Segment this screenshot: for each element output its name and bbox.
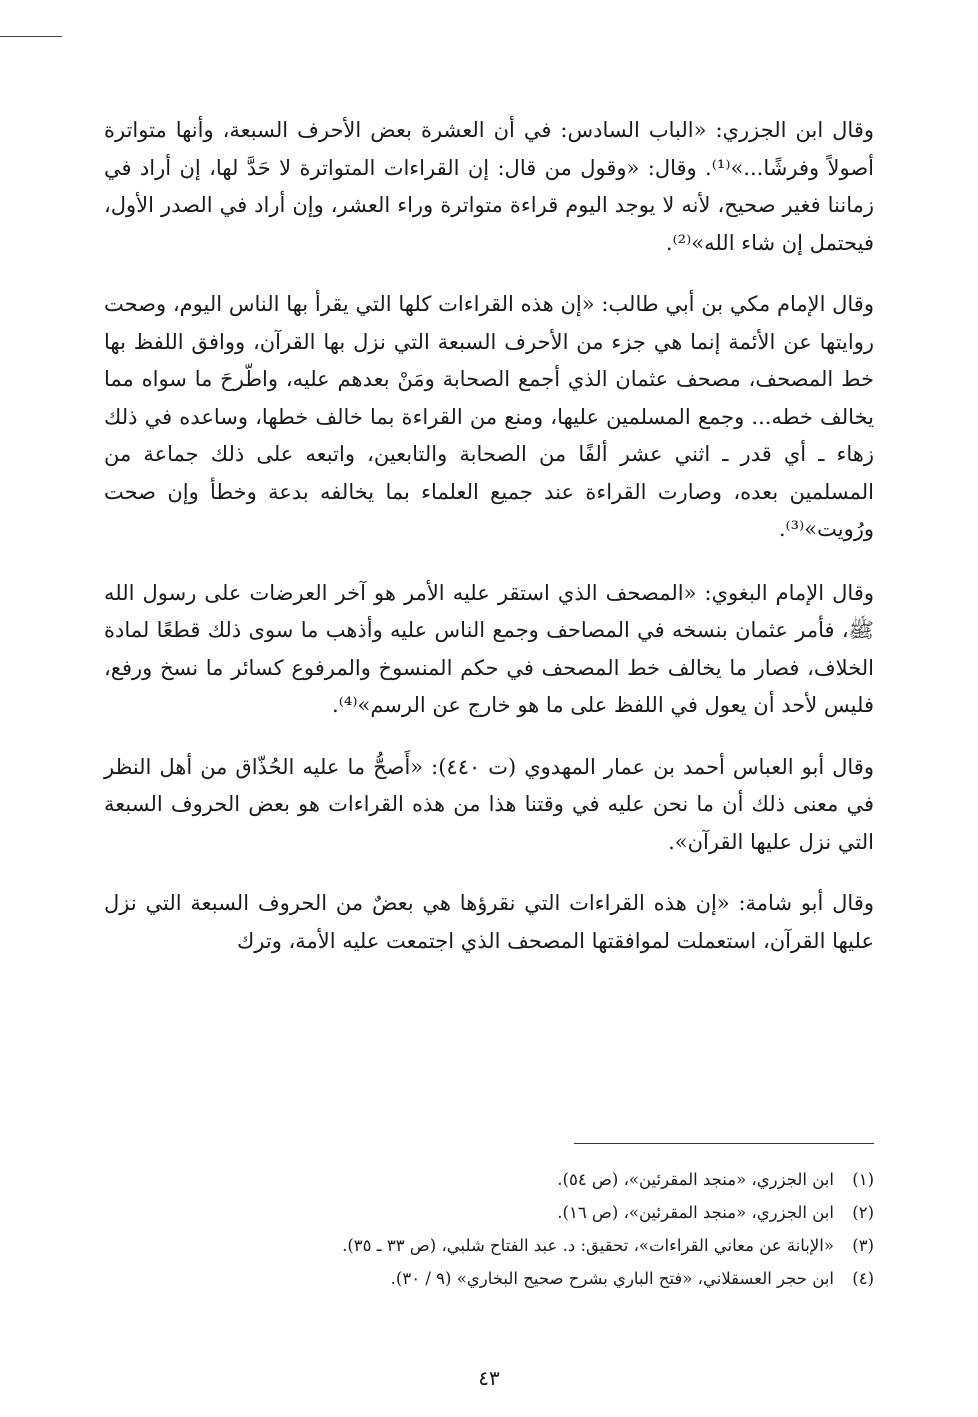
page-corner-line: [0, 36, 62, 37]
footnote-number: (١): [852, 1170, 874, 1189]
footnote-number: (٢): [852, 1203, 874, 1222]
footnotes: [104, 1163, 874, 1295]
main-text: [104, 112, 874, 984]
footnote-number: (٤): [852, 1269, 874, 1288]
page-number: ٤٣: [478, 1366, 500, 1390]
paragraph-ibn-al-jazari: وقال ابن الجزري: «الباب السادس: في أن العشرة بعض الأحرف السبعة، وأنها متواترة أصولاً وفرشًا...»⁽¹⁾. وقال: «وقول من قال: إن القراءات المتواترة لا حَدَّ لها، إن أراد في زماننا فغير صحيح، لأنه لا يوجد اليوم قراءة متواترة وراء العشر، وإن أراد في الصدر الأول، فيحتمل إن شاء الله»⁽²⁾.: [104, 118, 874, 255]
footnote-item: [104, 1196, 874, 1229]
footnote-text: «الإبانة عن معاني القراءات»، تحقيق: د. عبد الفتاح شلبي، (ص ٣٣ ـ ٣٥).: [342, 1236, 834, 1255]
paragraph-al-mahdawi: وقال أبو العباس أحمد بن عمار المهدوي (ت ٤٤٠): «أَصحُّ ما عليه الحُذّاق من أهل النظر في معنى ذلك أن ما نحن عليه في وقتنا هذا من هذه القراءات هو بعض الحروف السبعة التي نزل عليها القرآن».: [104, 754, 874, 854]
footnote-item: [104, 1163, 874, 1196]
footnote-text: ابن حجر العسقلاني، «فتح الباري بشرح صحيح البخاري» (٩ / ٣٠).: [390, 1269, 834, 1288]
footnote-text: ابن الجزري، «منجد المقرئين»، (ص ١٦).: [557, 1203, 834, 1222]
footnote-item: [104, 1262, 874, 1295]
footnote-item: [104, 1229, 874, 1262]
paragraph-al-baghawi: وقال الإمام البغوي: «المصحف الذي استقر عليه الأمر هو آخر العرضات على رسول الله ﷺ، فأمر عثمان بنسخه في المصاحف وجمع الناس عليه وأذهب ما سوى ذلك قطعًا لمادة الخلاف، فصار ما يخالف خط المصحف في حكم المنسوخ والمرفوع كسائر ما نسخ ورفع، فليس لأحد أن يعول في اللفظ على ما هو خارج عن الرسم»⁽⁴⁾.: [104, 580, 874, 717]
paragraph-makki: وقال الإمام مكي بن أبي طالب: «إن هذه القراءات كلها التي يقرأ بها الناس اليوم، وصحت روايتها عن الأئمة إنما هي جزء من الأحرف السبعة التي نزل بها القرآن، ووافق اللفظ بها خط المصحف، مصحف عثمان الذي أجمع الصحابة ومَنْ بعدهم عليه، واطّرحَ ما سواه مما يخالف خطه... وجمع المسلمين عليها، ومنع من القراءة بما خالف خطها، وساعده في ذلك زهاء ـ أي قدر ـ اثني عشر ألفًا من الصحابة والتابعين، واتبعه على ذلك جماعة من المسلمين بعده، وصارت القراءة عند جميع العلماء بما يخالفه بدعة وخطأ وإن صحت ورُويت»⁽³⁾.: [104, 292, 874, 541]
footnote-number: (٣): [852, 1236, 874, 1255]
footnote-text: ابن الجزري، «منجد المقرئين»، (ص ٥٤).: [557, 1170, 834, 1189]
footnote-separator: [574, 1143, 874, 1144]
paragraph-abu-shama: وقال أبو شامة: «إن هذه القراءات التي نقرؤها هي بعضٌ من الحروف السبعة التي نزل عليها القرآن، استعملت لموافقتها المصحف الذي اجتمعت عليه الأمة، وترك: [104, 891, 874, 953]
